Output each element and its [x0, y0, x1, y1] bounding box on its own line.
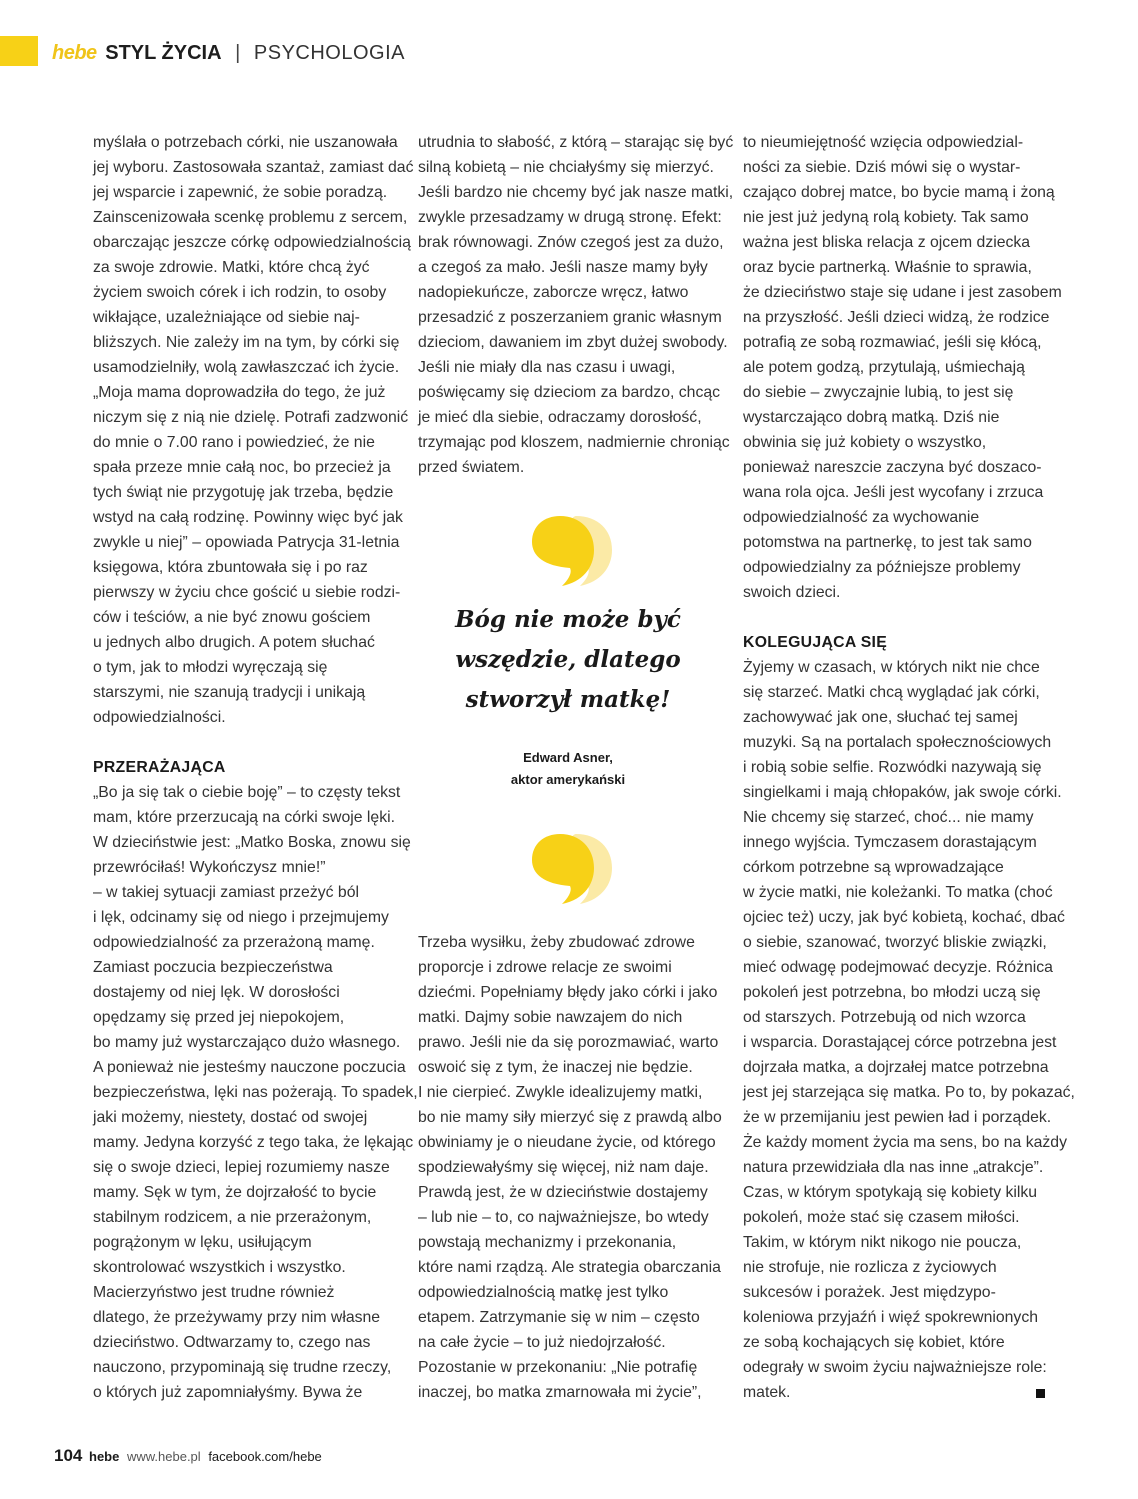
text-line: u jednych albo drugich. A potem słuchać [93, 634, 375, 651]
text-line: za swoje zdrowie. Matki, które chcą żyć [93, 259, 370, 276]
text-line: dzieciństwo. Odtwarzamy to, czego nas [93, 1334, 371, 1351]
text-line: córkom potrzebne są wprowadzające [743, 859, 1004, 876]
text-line: ców i teściów, a nie być znowu gościem [93, 609, 371, 626]
text-line: tych świąt nie przygotuję jak trzeba, będzie [93, 484, 394, 501]
text-line: obarczając jeszcze córkę odpowiedzialnością [93, 234, 411, 251]
text-line: obwinia się już kobiety o wszystko, [743, 434, 987, 451]
quote-close-icon [528, 830, 618, 905]
text-line: do mnie o 7.00 rano i powiedzieć, że nie [93, 434, 375, 451]
text-line: jaki możemy, niestety, dostać od swojej [93, 1109, 368, 1126]
pull-quote-line: Bóg nie może być [455, 606, 681, 633]
text-line: ponieważ nareszcie zaczyna być doszaco- [743, 459, 1042, 476]
column-3 [743, 130, 1075, 1405]
text-line: zachowywać jak one, słuchać tej samej [743, 709, 1018, 726]
column-3-paragraph [743, 130, 1063, 605]
header-section: STYL ŻYCIA [105, 42, 222, 64]
text-line: Jeśli nie miały dla nas czasu i uwagi, [418, 359, 676, 376]
text-line: zwykle u niej” – opowiada Patrycja 31-letnia [93, 534, 400, 551]
text-line: i lęk, odcinamy się od niego i przejmujemy [93, 909, 389, 926]
text-line: Macierzyństwo jest trudne również [93, 1284, 335, 1301]
header-separator: | [235, 42, 241, 64]
text-line: dojrzała matka, a dojrzałej matce potrzebna [743, 1059, 1049, 1076]
text-line: Prawdą jest, że w dzieciństwie dostajemy [418, 1184, 708, 1201]
text-line: mam, które przerzucają na córki swoje lęki. [93, 809, 395, 826]
text-line: obwiniamy je o nieudane życie, od którego [418, 1134, 716, 1151]
text-line: bo mamy już wystarczająco dużo własnego. [93, 1034, 401, 1051]
text-line: przewróciłaś! Wykończysz mnie!” [93, 859, 326, 876]
text-line: bezpieczeństwa, lęki nas pożerają. To spadek, [93, 1084, 418, 1101]
header-subsection: PSYCHOLOGIA [253, 42, 405, 64]
text-line: dlatego, że przeżywamy przy nim własne [93, 1309, 381, 1326]
text-line: powstają mechanizmy i przekonania, [418, 1234, 677, 1251]
text-line: etapem. Zatrzymanie się w nim – często [418, 1309, 700, 1326]
text-line: zwykle przesadzamy w drugą stronę. Efekt: [418, 209, 722, 226]
text-line: potrafią ze sobą rozmawiać, jeśli się kłócą, [743, 334, 1042, 351]
text-line: że w przemijaniu jest pewien ład i porządek. [743, 1109, 1052, 1126]
pull-quote-line: stworzył matkę! [465, 686, 671, 713]
text-line: stabilnym rodzicem, a nie przerażonym, [93, 1209, 372, 1226]
text-line: odpowiedzialność za wychowanie [743, 509, 980, 526]
text-line: na przyszłość. Jeśli dzieci widzą, że rodzice [743, 309, 1050, 326]
header-accent-bar [0, 36, 38, 66]
column-3-paragraph-2 [743, 655, 1075, 1405]
text-line: jej wyboru. Zastosowała szantaż, zamiast dać [93, 159, 414, 176]
subheading-przerazajaca: PRZERAŻAJĄCA [93, 759, 226, 776]
text-line: nie jest już jedyną rolą kobiety. Tak samo [743, 209, 1029, 226]
text-line: spała przeze mnie całą noc, bo przecież ja [93, 459, 391, 476]
text-line: je mieć dla siebie, odraczamy dorosłość, [418, 409, 702, 426]
quote-author-name: Edward Asner, [523, 750, 613, 765]
quote-attribution [418, 747, 718, 791]
text-line: innego wyjścia. Tymczasem dorastającym [743, 834, 1037, 851]
text-line: silną kobietą – nie chciałyśmy się mierzyć. [418, 159, 714, 176]
text-line: i robią sobie selfie. Rozwódki nazywają się [743, 759, 1042, 776]
text-line: na całe życie – to już niedojrzałość. [418, 1334, 666, 1351]
footer-facebook-link[interactable]: facebook.com/hebe [208, 1449, 322, 1464]
text-line: W dzieciństwie jest: „Matko Boska, znowu się [93, 834, 411, 851]
quote-author-role: aktor amerykański [510, 772, 626, 787]
text-line: starszymi, nie szanują tradycji i unikają [93, 684, 366, 701]
column-1-paragraph [93, 130, 414, 730]
text-line: wystarczająco dobrą matką. Dziś nie [743, 409, 1000, 426]
text-line: opędzamy się przed jej niepokojem, [93, 1009, 345, 1026]
text-line: wikłające, uzależniające od siebie naj- [93, 309, 360, 326]
text-line: matek. [743, 1384, 791, 1401]
text-line: jej wsparcie i zapewnić, że sobie poradzą. [93, 184, 388, 201]
column-2-lower [418, 930, 723, 1405]
text-line: oswoić się z tym, że inaczej nie będzie. [418, 1059, 693, 1076]
column-1 [93, 130, 418, 1405]
footer [54, 1446, 322, 1467]
text-line: odpowiedzialny za późniejsze problemy [743, 559, 1021, 576]
article-end-mark [1036, 1389, 1045, 1398]
text-line: dostajemy od niej lęk. W dorosłości [93, 984, 340, 1001]
text-line: pierwszy w życiu chce gościć u siebie rodzi- [93, 584, 401, 601]
text-line: a czegoś za mało. Jeśli nasze mamy były [418, 259, 708, 276]
quote-open-icon [528, 512, 618, 587]
text-line: pokoleń jest potrzebna, bo młodzi uczą się [743, 984, 1041, 1001]
text-line: mamy. Jedyna korzyść z tego taka, że lękając [93, 1134, 414, 1151]
text-line: przesadzić z poszerzaniem granic własnym [418, 309, 722, 326]
text-line: Że każdy moment życia ma sens, bo na każdy [743, 1134, 1067, 1151]
text-line: myślała o potrzebach córki, nie uszanowała [93, 134, 398, 151]
text-line: mieć odwagę podejmować decyzje. Różnica [743, 959, 1053, 976]
text-line: niczym się z nią nie dzielę. Potrafi zadzwonić [93, 409, 409, 426]
pull-quote [418, 600, 718, 720]
text-line: matki. Dajmy sobie nawzajem do nich [418, 1009, 683, 1026]
text-line: odpowiedzialności. [93, 709, 226, 726]
footer-website-link[interactable]: www.hebe.pl [126, 1449, 201, 1464]
text-line: ojciec też) uczy, jak być kobietą, kochać, dbać [743, 909, 1065, 926]
text-line: wstyd na całą rodzinę. Powinny więc być jak [93, 509, 403, 526]
footer-brand: hebe [89, 1449, 120, 1464]
text-line: Czas, w którym spotykają się kobiety kilku [743, 1184, 1038, 1201]
text-line: „Bo ja się tak o ciebie boję” – to częsty tekst [93, 784, 401, 801]
text-line: się starzeć. Matki chcą wyglądać jak córki, [743, 684, 1040, 701]
text-line: brak równowagi. Znów czegoś jest za dużo, [418, 234, 724, 251]
text-line: Jeśli bardzo nie chcemy być jak nasze matki, [418, 184, 734, 201]
column-2 [418, 130, 734, 480]
text-line: trzymając pod kloszem, nadmiernie chroniąc [418, 434, 730, 451]
text-line: – w takiej sytuacji zamiast przeżyć ból [93, 884, 360, 901]
text-line: nadopiekuńcze, zaborcze wręcz, łatwo [418, 284, 689, 301]
text-line: Zamiast poczucia bezpieczeństwa [93, 959, 333, 976]
text-line: się o swoje dzieci, lepiej rozumiemy nasze [93, 1159, 390, 1176]
text-line: I nie cierpieć. Zwykle idealizujemy matki, [418, 1084, 703, 1101]
text-line: ze sobą kochających się kobiet, które [743, 1334, 1005, 1351]
column-2-paragraph [418, 130, 734, 480]
text-line: poświęcamy się dzieciom za bardzo, chcąc [418, 384, 721, 401]
text-line: ności za siebie. Dziś mówi się o wystar- [743, 159, 1021, 176]
text-line: mamy. Sęk w tym, że dojrzałość to bycie [93, 1184, 377, 1201]
text-line: nauczono, przypominają się trudne rzeczy, [93, 1359, 392, 1376]
text-line: ale potem godzą, przytulają, uśmiechają [743, 359, 1025, 376]
text-line: bo nie mamy siły mierzyć się z prawdą albo [418, 1109, 722, 1126]
text-line: bliższych. Nie zależy im na tym, by córki się [93, 334, 400, 351]
text-line: to nieumiejętność wzięcia odpowiedzial- [743, 134, 1024, 151]
text-line: Nie chcemy się starzeć, choć... nie mamy [743, 809, 1034, 826]
header [52, 40, 405, 66]
subheading-kolegujaca: KOLEGUJĄCA SIĘ [743, 634, 888, 651]
text-line: sukcesów i porażek. Jest międzypo- [743, 1284, 996, 1301]
text-line: Żyjemy w czasach, w których nikt nie chce [743, 659, 1040, 676]
header-brand: hebe [52, 42, 97, 64]
text-line: utrudnia to słabość, z którą – starając się być [418, 134, 734, 151]
text-line: ważna jest bliska relacja z ojcem dziecka [743, 234, 1031, 251]
text-line: o siebie, szanować, tworzyć bliskie związki, [743, 934, 1047, 951]
text-line: do siebie – zwyczajnie lubią, to jest się [743, 384, 1014, 401]
text-line: o których już zapomniałyśmy. Bywa że [93, 1384, 363, 1401]
text-line: potomstwa na partnerkę, to jest tak samo [743, 534, 1032, 551]
text-line: pokoleń, może stać się czasem miłości. [743, 1209, 1020, 1226]
text-line: proporcje i zdrowe relacje ze swoimi [418, 959, 672, 976]
text-line: jest jej starzejąca się matka. Po to, by pokazać, [743, 1084, 1075, 1101]
text-line: Zainscenizowała scenkę problemu z sercem, [93, 209, 408, 226]
text-line: muzyki. Są na portalach społecznościowych [743, 734, 1052, 751]
text-line: życiem swoich córek i ich rodzin, to osoby [93, 284, 387, 301]
text-line: księgowa, która zbuntowała się i po raz [93, 559, 368, 576]
text-line: dzieciom, dawaniem im zbyt dużej swobody. [418, 334, 728, 351]
text-line: natura przewidziała dla nas inne „atrakcje”. [743, 1159, 1044, 1176]
text-line: o tym, jak to młodzi wyręczają się [93, 659, 328, 676]
text-line: swoich dzieci. [743, 584, 841, 601]
text-line: „Moja mama doprowadziła do tego, że już [93, 384, 386, 401]
column-2-paragraph-2 [418, 930, 723, 1405]
text-line: Trzeba wysiłku, żeby zbudować zdrowe [418, 934, 695, 951]
text-line: które nami rządzą. Ale strategia obarczania [418, 1259, 721, 1276]
text-line: spodziewałyśmy się więcej, niż nam daje. [418, 1159, 709, 1176]
text-line: odegrały w swoim życiu najważniejsze role: [743, 1359, 1047, 1376]
text-line: wana rola ojca. Jeśli jest wycofany i zrzuca [743, 484, 1044, 501]
pull-quote-line: wszędzie, dlatego [455, 646, 681, 673]
text-line: pogrążonym w lęku, usiłującym [93, 1234, 312, 1251]
text-line: koleniowa przyjaźń i więź spokrewnionych [743, 1309, 1039, 1326]
text-line: przed światem. [418, 459, 525, 476]
text-line: i wsparcia. Dorastającej córce potrzebna jest [743, 1034, 1057, 1051]
text-line: odpowiedzialnością matkę jest tylko [418, 1284, 669, 1301]
text-line: Pozostanie w przekonaniu: „Nie potrafię [418, 1359, 698, 1376]
text-line: skontrolować wszystkich i wszystko. [93, 1259, 346, 1276]
text-line: prawo. Jeśli nie da się porozmawiać, warto [418, 1034, 719, 1051]
text-line: w życie matki, nie koleżanki. To matka (choć [743, 884, 1053, 901]
text-line: singielkami i mają chłopaków, jak swoje córki. [743, 784, 1062, 801]
text-line: inaczej, bo matka zmarnowała mi życie”, [418, 1384, 702, 1401]
text-line: czająco dobrej matce, bo bycie mamą i żoną [743, 184, 1055, 201]
text-line: oraz bycie partnerką. Właśnie to sprawia, [743, 259, 1032, 276]
text-line: od starszych. Potrzebują od nich wzorca [743, 1009, 1026, 1026]
text-line: Takim, w którym nikt nikogo nie poucza, [743, 1234, 1022, 1251]
text-line: A ponieważ nie jesteśmy nauczone poczucia [93, 1059, 406, 1076]
column-1-paragraph-2 [93, 780, 418, 1405]
text-line: dziećmi. Popełniamy błędy jako córki i jako [418, 984, 718, 1001]
text-line: że dzieciństwo staje się udane i jest zasobem [743, 284, 1062, 301]
text-line: odpowiedzialność za przerażoną mamę. [93, 934, 375, 951]
page-number: 104 [54, 1446, 83, 1465]
text-line: – lub nie – to, co najważniejsze, bo wtedy [418, 1209, 709, 1226]
text-line: nie strofuje, nie rozlicza z życiowych [743, 1259, 997, 1276]
text-line: usamodzielniły, wolą zawłaszczać ich życie. [93, 359, 400, 376]
